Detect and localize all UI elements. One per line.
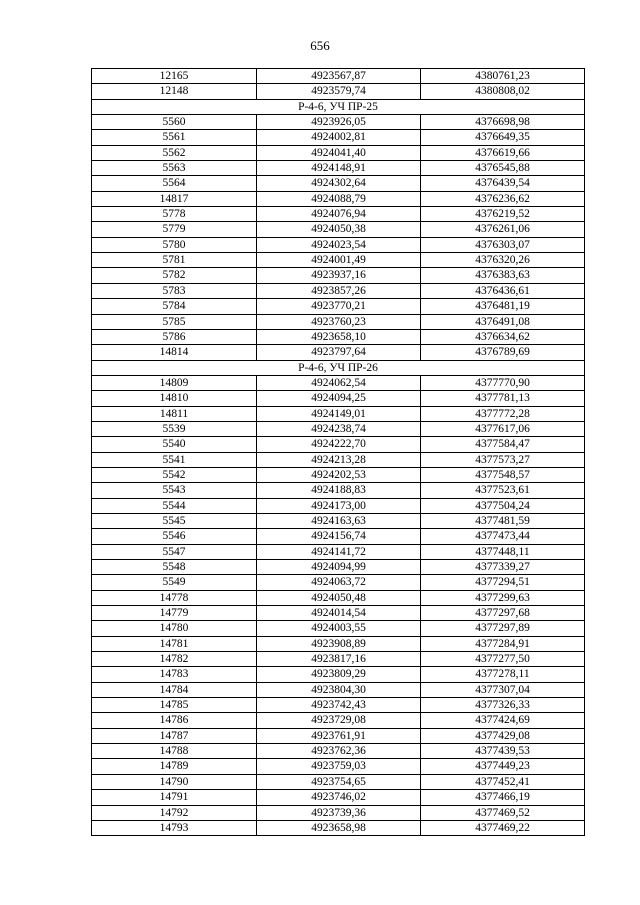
table-row [92,176,585,191]
y-coordinate-cell: 4377770,90 [421,375,585,390]
x-coordinate-cell: 4924222,70 [257,437,421,452]
y-coordinate-cell: 4377523,61 [421,483,585,498]
x-coordinate-cell: 4924023,54 [257,237,421,252]
table-row [92,652,585,667]
table-row [92,744,585,759]
point-number-cell: 5544 [92,498,257,513]
table-row [92,636,585,651]
y-coordinate-cell: 4377584,47 [421,437,585,452]
x-coordinate-cell: 4923761,91 [257,728,421,743]
y-coordinate-cell: 4377452,41 [421,774,585,789]
point-number-cell: 5546 [92,529,257,544]
y-coordinate-cell: 4376491,08 [421,314,585,329]
point-number-cell: 14810 [92,391,257,406]
y-coordinate-cell: 4377617,06 [421,421,585,436]
point-number-cell: 5560 [92,115,257,130]
point-number-cell: 14787 [92,728,257,743]
x-coordinate-cell: 4924094,99 [257,560,421,575]
x-coordinate-cell: 4923797,64 [257,345,421,360]
point-number-cell: 5778 [92,207,257,222]
x-coordinate-cell: 4923770,21 [257,299,421,314]
point-number-cell: 5543 [92,483,257,498]
x-coordinate-cell: 4924202,53 [257,467,421,482]
y-coordinate-cell: 4377473,44 [421,529,585,544]
x-coordinate-cell: 4923658,98 [257,820,421,835]
y-coordinate-cell: 4377299,63 [421,590,585,605]
y-coordinate-cell: 4377297,89 [421,621,585,636]
y-coordinate-cell: 4380761,23 [421,69,585,84]
point-number-cell: 5541 [92,452,257,467]
x-coordinate-cell: 4923804,30 [257,682,421,697]
x-coordinate-cell: 4923760,23 [257,314,421,329]
point-number-cell: 5780 [92,237,257,252]
section-heading: Р-4-6, УЧ ПР-26 [92,360,585,375]
x-coordinate-cell: 4924050,48 [257,590,421,605]
table-row [92,820,585,835]
page-number: 656 [310,38,330,53]
y-coordinate-cell: 4380808,02 [421,84,585,99]
table-row [92,345,585,360]
x-coordinate-cell: 4924063,72 [257,575,421,590]
point-number-cell: 5540 [92,437,257,452]
y-coordinate-cell: 4376261,06 [421,222,585,237]
point-number-cell: 5545 [92,513,257,528]
x-coordinate-cell: 4924238,74 [257,421,421,436]
point-number-cell: 5542 [92,467,257,482]
x-coordinate-cell: 4924062,54 [257,375,421,390]
table-row [92,145,585,160]
x-coordinate-cell: 4924149,01 [257,406,421,421]
point-number-cell: 14780 [92,621,257,636]
point-number-cell: 14793 [92,820,257,835]
y-coordinate-cell: 4376320,26 [421,253,585,268]
table-row [92,467,585,482]
y-coordinate-cell: 4376619,66 [421,145,585,160]
point-number-cell: 5784 [92,299,257,314]
point-number-cell: 5786 [92,329,257,344]
coordinates-table [91,68,585,836]
y-coordinate-cell: 4376439,54 [421,176,585,191]
y-coordinate-cell: 4376634,62 [421,329,585,344]
y-coordinate-cell: 4377449,23 [421,759,585,774]
point-number-cell: 14786 [92,713,257,728]
y-coordinate-cell: 4377439,53 [421,744,585,759]
x-coordinate-cell: 4924141,72 [257,544,421,559]
x-coordinate-cell: 4924002,81 [257,130,421,145]
table-row [92,790,585,805]
x-coordinate-cell: 4923746,02 [257,790,421,805]
table-row [92,191,585,206]
point-number-cell: 14784 [92,682,257,697]
table-row [92,774,585,789]
x-coordinate-cell: 4923759,03 [257,759,421,774]
x-coordinate-cell: 4923739,36 [257,805,421,820]
table-row [92,161,585,176]
coordinates-table-body [92,69,585,836]
point-number-cell: 5779 [92,222,257,237]
point-number-cell: 14779 [92,606,257,621]
x-coordinate-cell: 4924173,00 [257,498,421,513]
x-coordinate-cell: 4923857,26 [257,283,421,298]
point-number-cell: 5539 [92,421,257,436]
y-coordinate-cell: 4377429,08 [421,728,585,743]
table-row [92,498,585,513]
y-coordinate-cell: 4377326,33 [421,698,585,713]
point-number-cell: 14782 [92,652,257,667]
y-coordinate-cell: 4377297,68 [421,606,585,621]
table-row [92,268,585,283]
y-coordinate-cell: 4377278,11 [421,667,585,682]
table-row [92,606,585,621]
table-row [92,452,585,467]
table-row [92,698,585,713]
table-row [92,713,585,728]
y-coordinate-cell: 4376649,35 [421,130,585,145]
point-number-cell: 5783 [92,283,257,298]
table-row [92,575,585,590]
y-coordinate-cell: 4377573,27 [421,452,585,467]
x-coordinate-cell: 4924050,38 [257,222,421,237]
y-coordinate-cell: 4377307,04 [421,682,585,697]
x-coordinate-cell: 4923762,36 [257,744,421,759]
table-row [92,682,585,697]
table-row [92,759,585,774]
table-row [92,728,585,743]
table-row [92,283,585,298]
y-coordinate-cell: 4377284,91 [421,636,585,651]
point-number-cell: 5547 [92,544,257,559]
y-coordinate-cell: 4377548,57 [421,467,585,482]
point-number-cell: 12148 [92,84,257,99]
y-coordinate-cell: 4376219,52 [421,207,585,222]
y-coordinate-cell: 4376303,07 [421,237,585,252]
table-row [92,805,585,820]
table-row [92,130,585,145]
x-coordinate-cell: 4924094,25 [257,391,421,406]
y-coordinate-cell: 4377772,28 [421,406,585,421]
point-number-cell: 14792 [92,805,257,820]
point-number-cell: 14788 [92,744,257,759]
x-coordinate-cell: 4924163,63 [257,513,421,528]
x-coordinate-cell: 4923658,10 [257,329,421,344]
table-row [92,237,585,252]
section-heading-row [92,360,585,375]
point-number-cell: 5781 [92,253,257,268]
point-number-cell: 12165 [92,69,257,84]
table-row [92,207,585,222]
x-coordinate-cell: 4923937,16 [257,268,421,283]
point-number-cell: 14789 [92,759,257,774]
x-coordinate-cell: 4924148,91 [257,161,421,176]
point-number-cell: 14781 [92,636,257,651]
table-row [92,621,585,636]
table-row [92,667,585,682]
y-coordinate-cell: 4377424,69 [421,713,585,728]
y-coordinate-cell: 4376481,19 [421,299,585,314]
y-coordinate-cell: 4377448,11 [421,544,585,559]
y-coordinate-cell: 4376698,98 [421,115,585,130]
table-row [92,253,585,268]
x-coordinate-cell: 4923926,05 [257,115,421,130]
section-heading-row [92,99,585,114]
y-coordinate-cell: 4377481,59 [421,513,585,528]
point-number-cell: 14811 [92,406,257,421]
point-number-cell: 5548 [92,560,257,575]
x-coordinate-cell: 4924156,74 [257,529,421,544]
point-number-cell: 5563 [92,161,257,176]
table-row [92,69,585,84]
point-number-cell: 14791 [92,790,257,805]
point-number-cell: 5562 [92,145,257,160]
table-row [92,391,585,406]
y-coordinate-cell: 4377469,52 [421,805,585,820]
point-number-cell: 5782 [92,268,257,283]
x-coordinate-cell: 4923579,74 [257,84,421,99]
table-row [92,421,585,436]
y-coordinate-cell: 4376789,69 [421,345,585,360]
y-coordinate-cell: 4376436,61 [421,283,585,298]
point-number-cell: 14785 [92,698,257,713]
x-coordinate-cell: 4924302,64 [257,176,421,191]
table-row [92,115,585,130]
x-coordinate-cell: 4923729,08 [257,713,421,728]
x-coordinate-cell: 4924213,28 [257,452,421,467]
x-coordinate-cell: 4923817,16 [257,652,421,667]
point-number-cell: 5561 [92,130,257,145]
table-row [92,222,585,237]
table-row [92,529,585,544]
table-row [92,437,585,452]
y-coordinate-cell: 4377339,27 [421,560,585,575]
point-number-cell: 5785 [92,314,257,329]
point-number-cell: 14814 [92,345,257,360]
table-row [92,314,585,329]
x-coordinate-cell: 4923908,89 [257,636,421,651]
x-coordinate-cell: 4924014,54 [257,606,421,621]
table-row [92,84,585,99]
point-number-cell: 5549 [92,575,257,590]
point-number-cell: 14817 [92,191,257,206]
y-coordinate-cell: 4377469,22 [421,820,585,835]
table-row [92,590,585,605]
x-coordinate-cell: 4924076,94 [257,207,421,222]
y-coordinate-cell: 4377781,13 [421,391,585,406]
x-coordinate-cell: 4923754,65 [257,774,421,789]
point-number-cell: 14783 [92,667,257,682]
table-row [92,544,585,559]
y-coordinate-cell: 4377294,51 [421,575,585,590]
table-row [92,299,585,314]
y-coordinate-cell: 4376545,88 [421,161,585,176]
x-coordinate-cell: 4923742,43 [257,698,421,713]
y-coordinate-cell: 4377277,50 [421,652,585,667]
y-coordinate-cell: 4376383,63 [421,268,585,283]
x-coordinate-cell: 4924088,79 [257,191,421,206]
x-coordinate-cell: 4923809,29 [257,667,421,682]
table-row [92,329,585,344]
section-heading: Р-4-6, УЧ ПР-25 [92,99,585,114]
table-row [92,375,585,390]
x-coordinate-cell: 4924041,40 [257,145,421,160]
point-number-cell: 14790 [92,774,257,789]
x-coordinate-cell: 4924001,49 [257,253,421,268]
x-coordinate-cell: 4924003,55 [257,621,421,636]
table-row [92,483,585,498]
table-row [92,406,585,421]
table-row [92,560,585,575]
point-number-cell: 14809 [92,375,257,390]
point-number-cell: 14778 [92,590,257,605]
x-coordinate-cell: 4924188,83 [257,483,421,498]
y-coordinate-cell: 4377466,19 [421,790,585,805]
table-row [92,513,585,528]
x-coordinate-cell: 4923567,87 [257,69,421,84]
point-number-cell: 5564 [92,176,257,191]
y-coordinate-cell: 4376236,62 [421,191,585,206]
y-coordinate-cell: 4377504,24 [421,498,585,513]
